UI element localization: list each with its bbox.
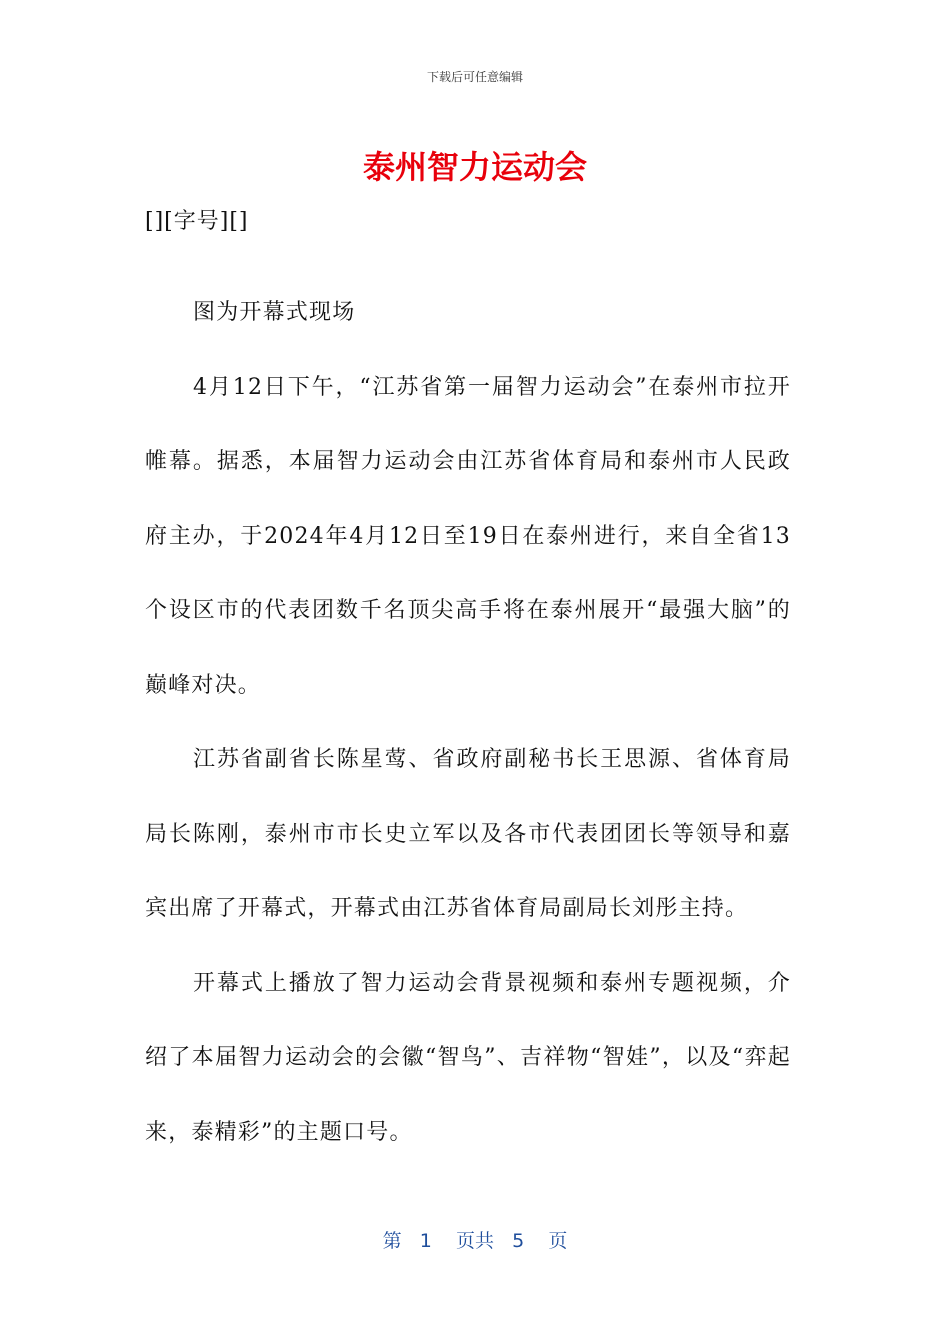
article-body: [145, 276, 791, 1170]
footer-current-page: 1: [419, 1230, 432, 1252]
font-size-controls: [][字号][]: [145, 209, 249, 234]
footer-total-pages: 5: [512, 1230, 525, 1252]
footer-suffix: 页: [548, 1230, 568, 1252]
page-footer: [0, 1226, 950, 1253]
footer-prefix: 第: [382, 1230, 402, 1252]
header-note: 下载后可任意编辑: [426, 70, 523, 84]
page-title: 泰州智力运动会: [362, 148, 587, 186]
paragraph-caption: 图为开幕式现场: [193, 300, 356, 325]
paragraph-opening: 4月12日下午，“江苏省第一届智力运动会”在泰州市拉开帷幕。据悉，本届智力运动会由江苏省体育局和泰州市人民政府主办，于2024年4月12日至19日在泰州进行，来自全省13个设区市的代表团数千名顶尖高手将在泰州展开“最强大脑”的巅峰对决。: [145, 374, 791, 698]
paragraph-attendees: 江苏省副省长陈星莺、省政府副秘书长王思源、省体育局局长陈刚，泰州市市长史立军以及各市代表团团长等领导和嘉宾出席了开幕式，开幕式由江苏省体育局副局长刘彤主持。: [145, 747, 791, 921]
paragraph-ceremony: 开幕式上播放了智力运动会背景视频和泰州专题视频，介绍了本届智力运动会的会徽“智鸟”、吉祥物“智娃”，以及“弈起来，泰精彩”的主题口号。: [145, 970, 791, 1145]
footer-middle: 页共: [455, 1230, 494, 1252]
